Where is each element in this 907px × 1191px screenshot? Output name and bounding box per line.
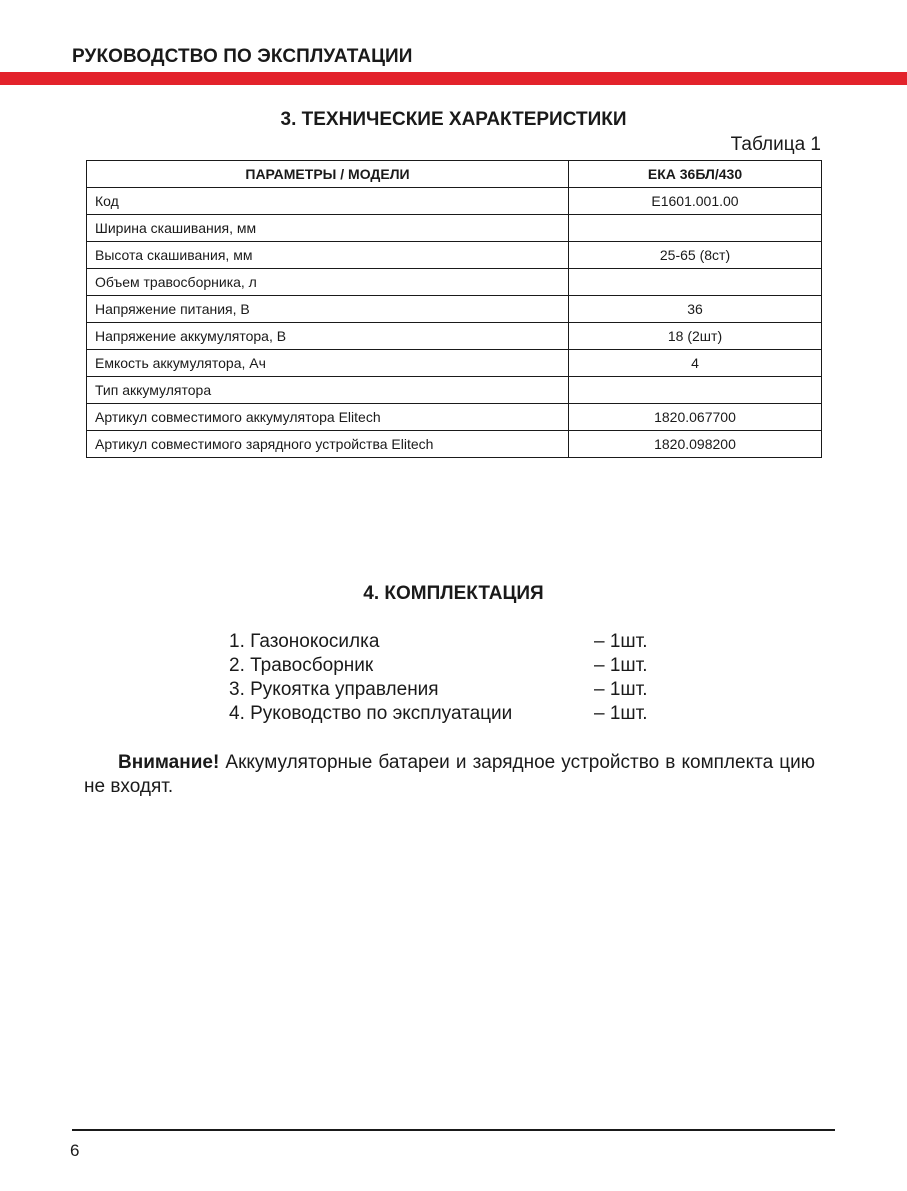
column-header-model: ЕКА 36БЛ/430 <box>569 161 822 188</box>
parameter-cell: Тип аккумулятора <box>87 377 569 404</box>
kit-item <box>229 630 659 654</box>
spec-table <box>86 160 822 458</box>
value-cell <box>569 269 822 296</box>
parameter-cell: Объем травосборника, л <box>87 269 569 296</box>
table-row <box>87 269 822 296</box>
table-row <box>87 188 822 215</box>
header-accent-bar <box>0 72 907 85</box>
value-cell: 25-65 (8ст) <box>569 242 822 269</box>
value-cell: 36 <box>569 296 822 323</box>
kit-item-qty: – 1шт. <box>594 679 648 700</box>
value-cell: 1820.067700 <box>569 404 822 431</box>
kit-item <box>229 678 659 702</box>
parameter-cell: Напряжение аккумулятора, В <box>87 323 569 350</box>
parameter-cell: Код <box>87 188 569 215</box>
value-cell: 18 (2шт) <box>569 323 822 350</box>
table-row <box>87 350 822 377</box>
kit-item-name: 1. Газонокосилка <box>229 631 380 652</box>
table-row <box>87 215 822 242</box>
column-header-parameters: ПАРАМЕТРЫ / МОДЕЛИ <box>87 161 569 188</box>
table-row <box>87 323 822 350</box>
page-number: 6 <box>70 1141 80 1160</box>
value-cell: 1820.098200 <box>569 431 822 458</box>
table-row <box>87 296 822 323</box>
kit-item-name: 2. Травосборник <box>229 655 374 676</box>
kit-item-name: 3. Рукоятка управления <box>229 679 439 700</box>
table-header-row <box>87 161 822 188</box>
kit-list <box>229 630 659 726</box>
parameter-cell: Ширина скашивания, мм <box>87 215 569 242</box>
table-row <box>87 242 822 269</box>
kit-item <box>229 702 659 726</box>
footer-divider <box>72 1129 835 1131</box>
value-cell <box>569 377 822 404</box>
kit-item <box>229 654 659 678</box>
parameter-cell: Артикул совместимого зарядного устройства Elitech <box>87 431 569 458</box>
kit-item-name: 4. Руководство по эксплуатации <box>229 703 513 724</box>
warning-note <box>84 751 815 799</box>
section-4-title: 4. КОМПЛЕКТАЦИЯ <box>363 583 544 604</box>
parameter-cell: Напряжение питания, В <box>87 296 569 323</box>
header-title: РУКОВОДСТВО ПО ЭКСПЛУАТАЦИИ <box>72 46 413 67</box>
kit-item-qty: – 1шт. <box>594 703 648 724</box>
value-cell: Е1601.001.00 <box>569 188 822 215</box>
value-cell <box>569 215 822 242</box>
section-3-title: 3. ТЕХНИЧЕСКИЕ ХАРАКТЕРИСТИКИ <box>280 109 627 130</box>
table-label: Таблица 1 <box>730 134 821 155</box>
warning-label: Внимание! <box>118 752 220 773</box>
spec-table-body <box>87 188 822 458</box>
parameter-cell: Артикул совместимого аккумулятора Elitech <box>87 404 569 431</box>
kit-item-qty: – 1шт. <box>594 655 648 676</box>
kit-item-qty: – 1шт. <box>594 631 648 652</box>
parameter-cell: Высота скашивания, мм <box>87 242 569 269</box>
value-cell: 4 <box>569 350 822 377</box>
warning-text: Аккумуляторные батареи и зарядное устройство в комплекта цию не входят. <box>84 752 815 797</box>
table-row <box>87 377 822 404</box>
table-row <box>87 404 822 431</box>
table-row <box>87 431 822 458</box>
parameter-cell: Емкость аккумулятора, Ач <box>87 350 569 377</box>
